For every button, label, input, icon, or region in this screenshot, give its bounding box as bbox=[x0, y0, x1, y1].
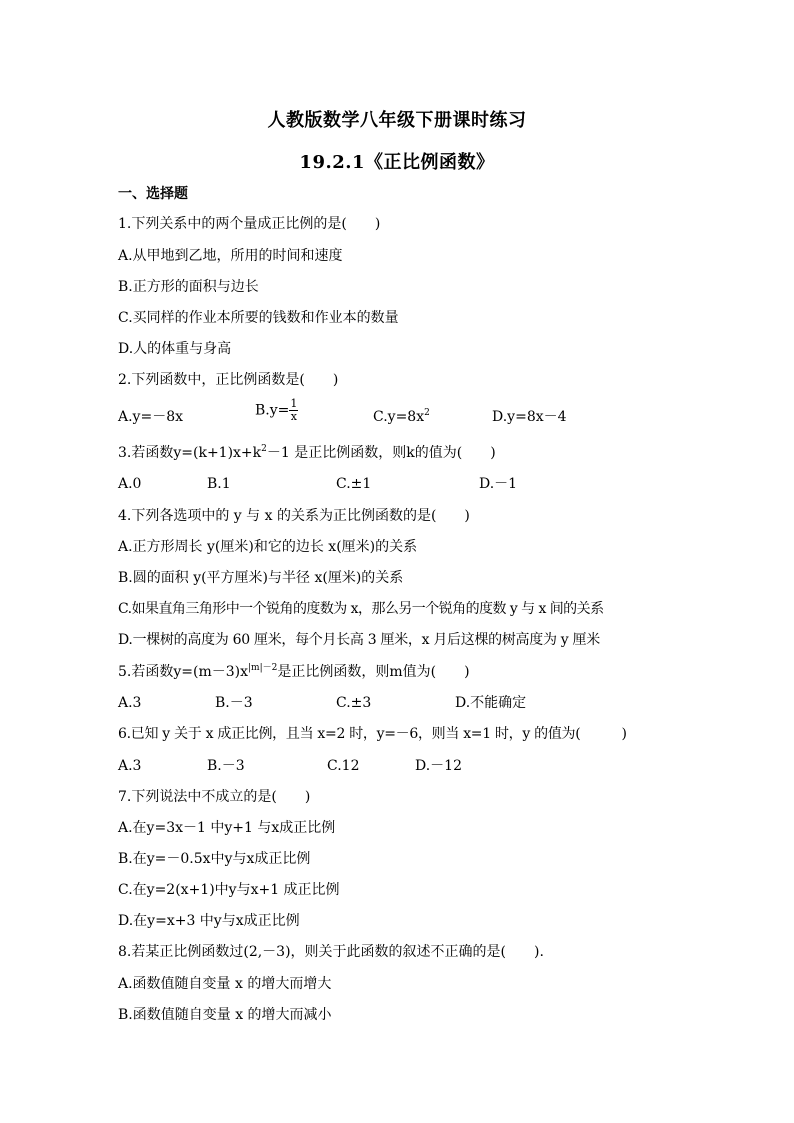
question-8-stem: 8.若某正比例函数过(2,－3)，则关于此函数的叙述不正确的是( ). bbox=[118, 944, 544, 960]
question-2-option-c bbox=[373, 407, 430, 427]
question-6-option-d: D.－12 bbox=[415, 758, 462, 774]
question-8-option-b: B.函数值随自变量 x 的增大而减小 bbox=[118, 1007, 332, 1023]
question-5-option-b: B.－3 bbox=[215, 695, 253, 711]
question-7-option-c: C.在y=2(x+1)中y与x+1 成正比例 bbox=[118, 882, 340, 898]
question-4-option-b: B.圆的面积 y(平方厘米)与半径 x(厘米)的关系 bbox=[118, 570, 404, 586]
question-6-stem: 6.已知 y 关于 x 成正比例，且当 x=2 时，y=－6，则当 x=1 时，y 的值为( ) bbox=[118, 726, 627, 742]
question-3-option-c: C.±1 bbox=[336, 476, 372, 492]
question-2-option-b bbox=[255, 398, 298, 423]
question-3-option-b: B.1 bbox=[207, 476, 231, 492]
question-6-option-c: C.12 bbox=[327, 758, 360, 774]
question-6-option-b: B.－3 bbox=[207, 758, 245, 774]
exponent: |m|－2 bbox=[248, 663, 278, 673]
question-8-option-a: A.函数值随自变量 x 的增大而增大 bbox=[118, 976, 332, 992]
question-7-stem: 7.下列说法中不成立的是( ) bbox=[118, 789, 311, 805]
question-2-option-b-prefix: B.y= bbox=[255, 402, 290, 419]
fraction-numerator: 1 bbox=[290, 397, 298, 410]
question-2-stem: 2.下列函数中，正比例函数是( ) bbox=[118, 372, 339, 388]
question-1-option-a: A.从甲地到乙地，所用的时间和速度 bbox=[118, 248, 343, 264]
question-5-stem bbox=[118, 662, 470, 682]
question-4-option-c: C.如果直角三角形中一个锐角的度数为 x，那么另一个锐角的度数 y 与 x 间的关系 bbox=[118, 601, 604, 617]
question-1-option-d: D.人的体重与身高 bbox=[118, 341, 232, 357]
question-5-stem-b: 是正比例函数，则m值为( ) bbox=[277, 664, 470, 680]
fraction-denominator: x bbox=[290, 410, 297, 423]
question-2-option-c-text: C.y=8x bbox=[373, 409, 425, 425]
document-subtitle: 19.2.1《正比例函数》 bbox=[299, 152, 495, 173]
question-6-option-a: A.3 bbox=[118, 758, 142, 774]
question-3-option-d: D.－1 bbox=[479, 476, 518, 492]
question-1-stem: 1.下列关系中的两个量成正比例的是( ) bbox=[118, 216, 381, 232]
question-1-option-c: C.买同样的作业本所要的钱数和作业本的数量 bbox=[118, 310, 399, 326]
question-5-option-d: D.不能确定 bbox=[455, 695, 527, 711]
question-5-option-a: A.3 bbox=[118, 695, 142, 711]
question-4-stem: 4.下列各选项中的 y 与 x 的关系为正比例函数的是( ) bbox=[118, 508, 470, 524]
section-heading: 一、选择题 bbox=[118, 186, 188, 202]
question-1-option-b: B.正方形的面积与边长 bbox=[118, 279, 259, 295]
question-7-option-d: D.在y=x+3 中y与x成正比例 bbox=[118, 913, 300, 929]
exponent: 2 bbox=[261, 444, 267, 454]
fraction bbox=[289, 398, 298, 423]
question-3-stem-a: 3.若函数y=(k+1)x+k bbox=[118, 445, 262, 461]
question-5-option-c: C.±3 bbox=[336, 695, 372, 711]
question-7-option-b: B.在y=－0.5x中y与x成正比例 bbox=[118, 851, 311, 867]
question-7-option-a: A.在y=3x－1 中y+1 与x成正比例 bbox=[118, 820, 336, 836]
question-2-option-d: D.y=8x－4 bbox=[492, 409, 567, 425]
document-title: 人教版数学八年级下册课时练习 bbox=[267, 110, 527, 131]
question-3-stem-b: －1 是正比例函数，则k的值为( ) bbox=[266, 445, 496, 461]
question-2-option-a: A.y=－8x bbox=[118, 409, 184, 425]
question-4-option-d: D.一棵树的高度为 60 厘米，每个月长高 3 厘米，x 月后这棵的树高度为 y 厘米 bbox=[118, 632, 600, 648]
question-3-stem bbox=[118, 443, 496, 463]
question-5-stem-a: 5.若函数y=(m－3)x bbox=[118, 664, 248, 680]
question-3-option-a: A.0 bbox=[118, 476, 142, 492]
question-4-option-a: A.正方形周长 y(厘米)和它的边长 x(厘米)的关系 bbox=[118, 539, 418, 555]
exponent: 2 bbox=[424, 408, 430, 418]
